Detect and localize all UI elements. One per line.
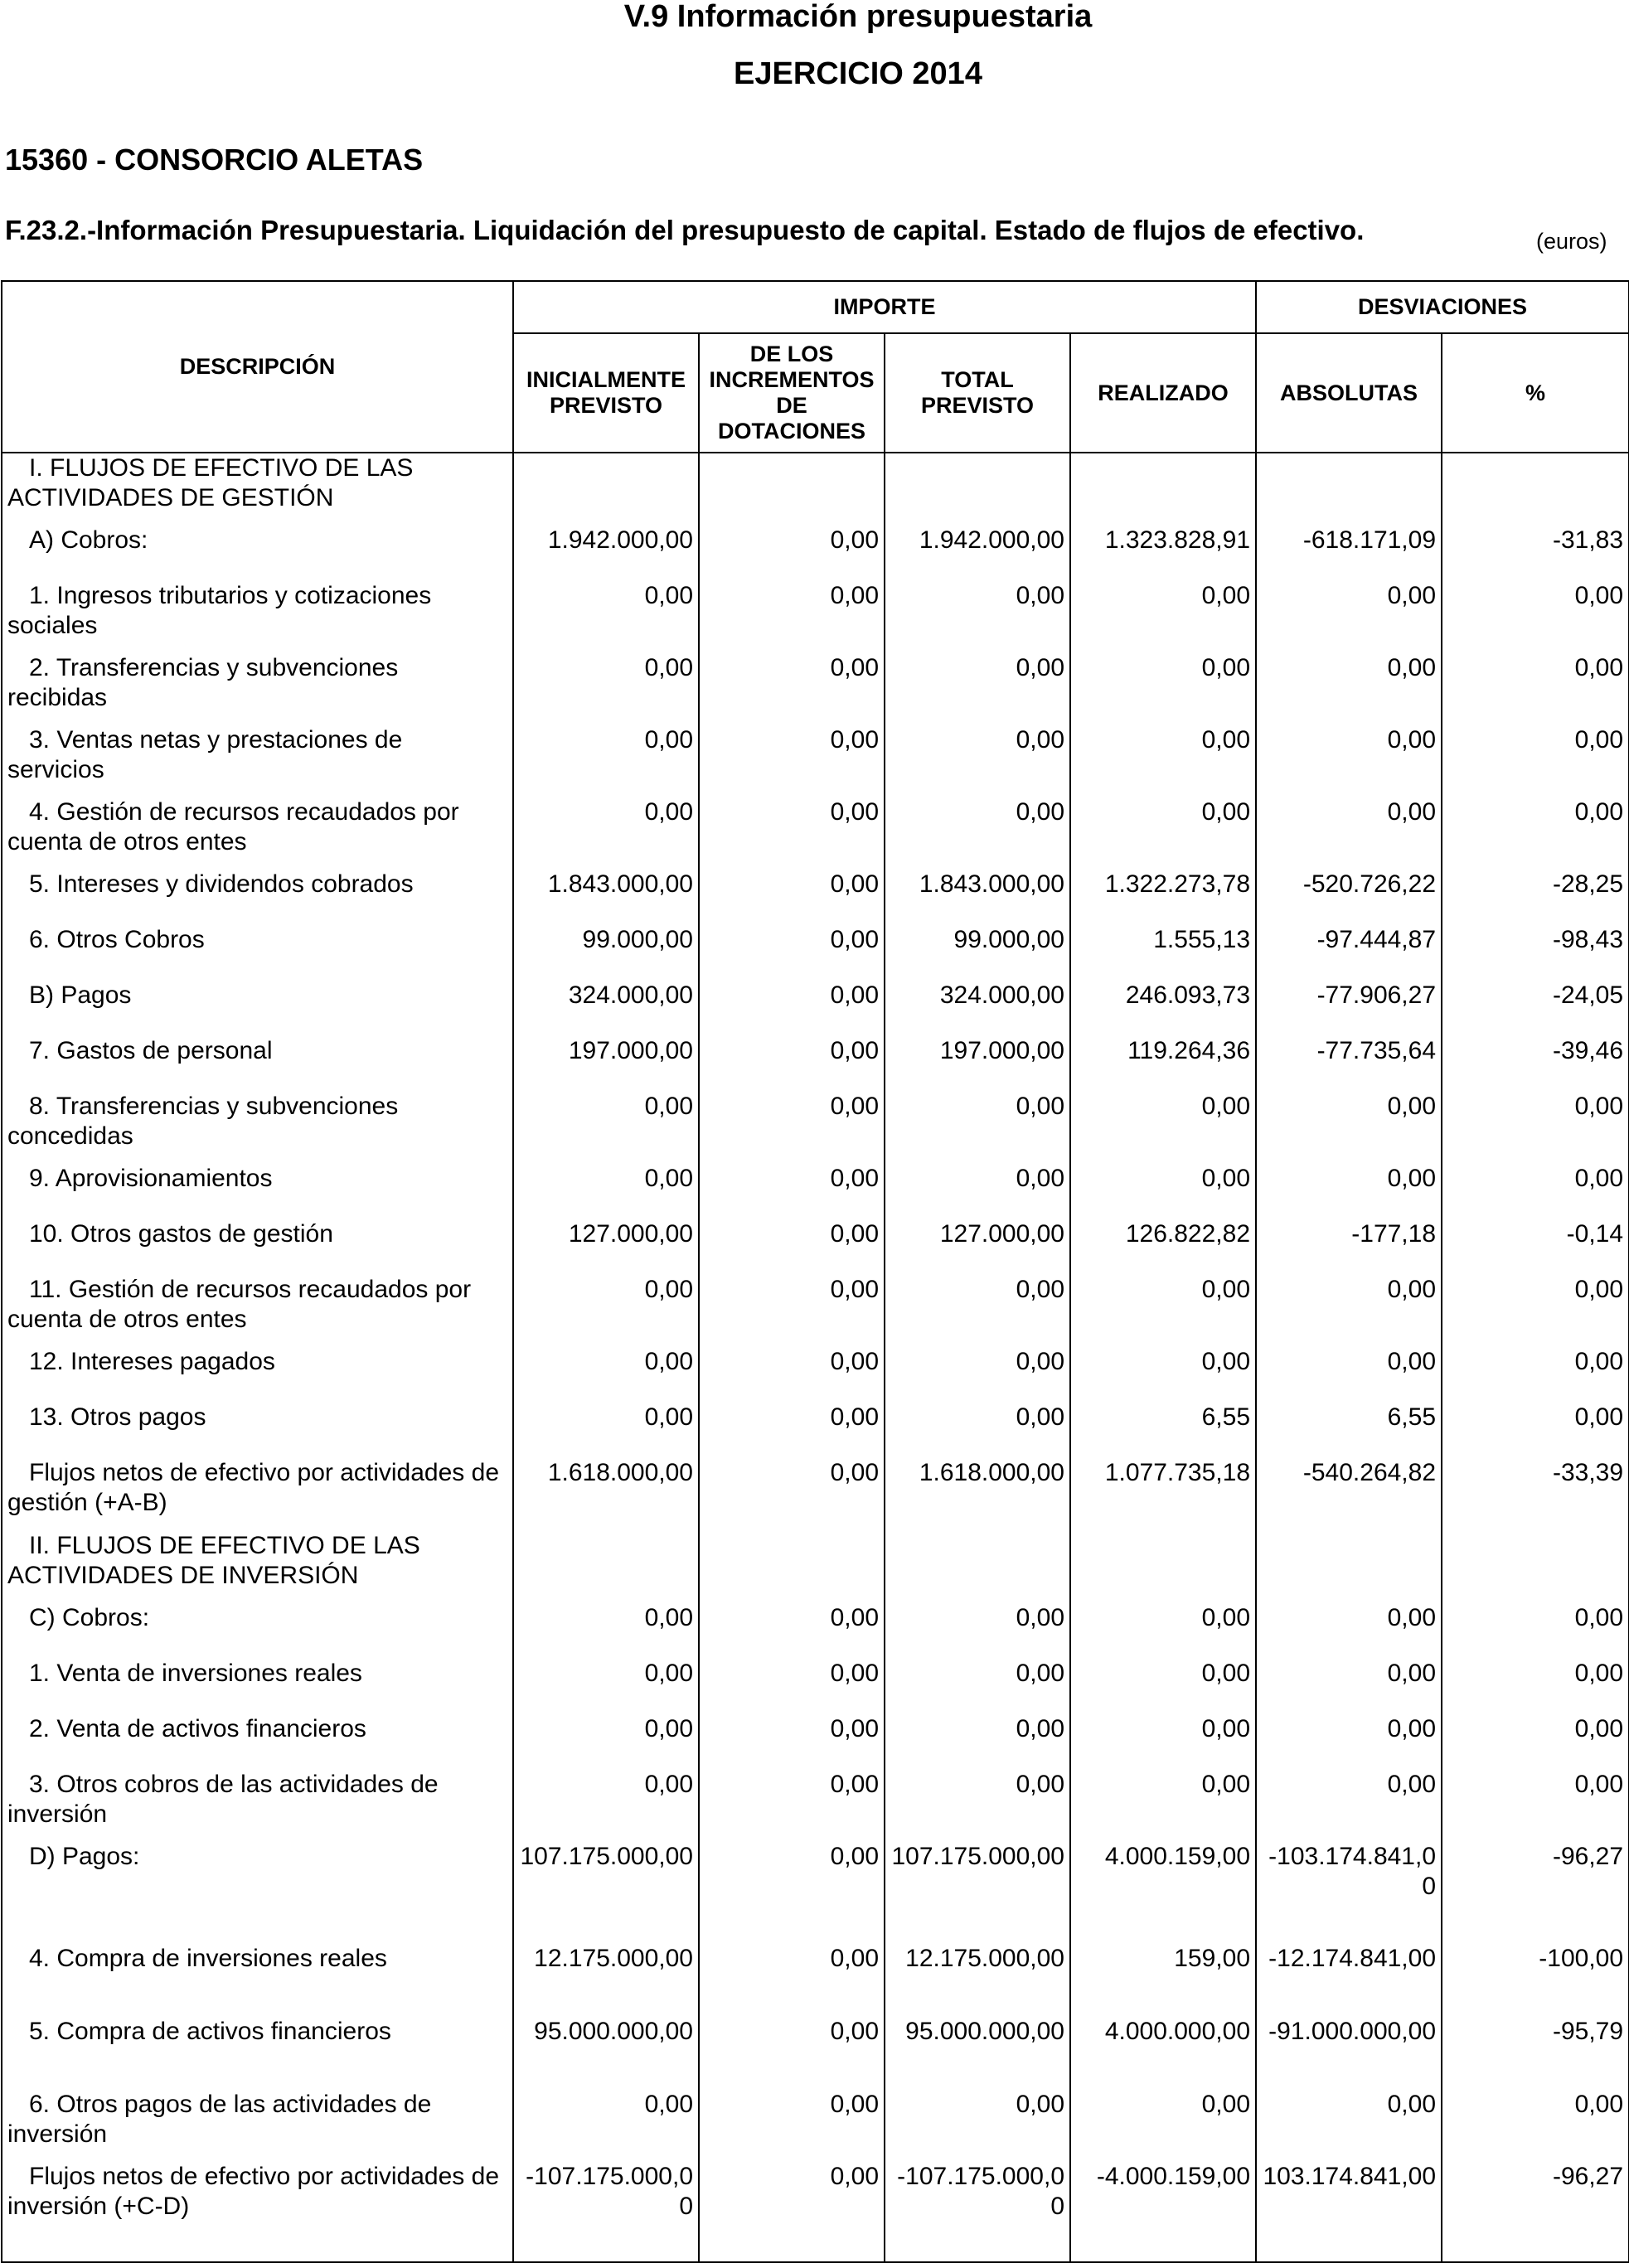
cell-porcentaje: 0,00 — [1442, 2090, 1629, 2162]
cell-total-previsto: 95.000.000,00 — [885, 2017, 1070, 2090]
cell-total-previsto: 107.175.000,00 — [885, 1842, 1070, 1944]
table-row — [2, 1219, 1629, 1275]
cell-absolutas: 0,00 — [1256, 653, 1442, 725]
cell-incrementos: 0,00 — [699, 1842, 885, 1944]
cell-porcentaje: -96,27 — [1442, 2162, 1629, 2262]
cell-total-previsto: 0,00 — [885, 1164, 1070, 1219]
row-description: A) Cobros: — [2, 526, 513, 581]
row-description: 10. Otros gastos de gestión — [2, 1219, 513, 1275]
row-description: Flujos netos de efectivo por actividades de gestión (+A-B) — [2, 1458, 513, 1531]
cell-incrementos: 0,00 — [699, 1164, 885, 1219]
cell-incrementos: 0,00 — [699, 2017, 885, 2090]
cell-realizado: 0,00 — [1070, 725, 1256, 797]
cell-total-previsto: 99.000,00 — [885, 925, 1070, 981]
cell-absolutas: 0,00 — [1256, 1714, 1442, 1770]
table-row — [2, 1458, 1629, 1531]
table-row — [2, 870, 1629, 925]
cell-inicialmente-previsto: 0,00 — [513, 1603, 699, 1659]
row-description: 2. Venta de activos financieros — [2, 1714, 513, 1770]
cell-realizado: 0,00 — [1070, 1092, 1256, 1164]
cell-porcentaje: 0,00 — [1442, 1770, 1629, 1842]
cell-inicialmente-previsto: 1.843.000,00 — [513, 870, 699, 925]
table-row — [2, 1092, 1629, 1164]
cell-incrementos: 0,00 — [699, 1275, 885, 1347]
cell-inicialmente-previsto: 127.000,00 — [513, 1219, 699, 1275]
row-description: 6. Otros Cobros — [2, 925, 513, 981]
cell-total-previsto: 1.618.000,00 — [885, 1458, 1070, 1531]
cell-absolutas: 0,00 — [1256, 797, 1442, 870]
col-header-inicialmente-previsto: INICIALMENTE PREVISTO — [513, 333, 699, 453]
table-row — [2, 1603, 1629, 1659]
cell-realizado: 0,00 — [1070, 797, 1256, 870]
cell-absolutas: 0,00 — [1256, 1347, 1442, 1403]
row-description: II. FLUJOS DE EFECTIVO DE LAS ACTIVIDADES DE INVERSIÓN — [2, 1531, 513, 1603]
table-body — [2, 453, 1629, 2262]
table-row — [2, 581, 1629, 653]
cell-inicialmente-previsto: 0,00 — [513, 2090, 699, 2162]
cell-realizado: 0,00 — [1070, 2090, 1256, 2162]
row-description: C) Cobros: — [2, 1603, 513, 1659]
cell-inicialmente-previsto: 197.000,00 — [513, 1036, 699, 1092]
table-row — [2, 2017, 1629, 2090]
cell-total-previsto: 0,00 — [885, 1603, 1070, 1659]
cell-total-previsto: 0,00 — [885, 1770, 1070, 1842]
cell-incrementos: 0,00 — [699, 526, 885, 581]
entity-name: 15360 - CONSORCIO ALETAS — [5, 143, 424, 177]
row-description: 4. Compra de inversiones reales — [2, 1944, 513, 2017]
cell-absolutas: -540.264,82 — [1256, 1458, 1442, 1531]
cell-inicialmente-previsto: -107.175.000,00 — [513, 2162, 699, 2262]
cell-absolutas: 6,55 — [1256, 1403, 1442, 1458]
cell-total-previsto: 0,00 — [885, 1403, 1070, 1458]
cell-inicialmente-previsto: 99.000,00 — [513, 925, 699, 981]
table-header — [2, 281, 1629, 453]
cell-incrementos: 0,00 — [699, 925, 885, 981]
row-description: 6. Otros pagos de las actividades de inversión — [2, 2090, 513, 2162]
cell-incrementos: 0,00 — [699, 1944, 885, 2017]
cell-total-previsto: 1.843.000,00 — [885, 870, 1070, 925]
cell-incrementos: 0,00 — [699, 725, 885, 797]
row-description: 5. Intereses y dividendos cobrados — [2, 870, 513, 925]
cell-absolutas: 0,00 — [1256, 1092, 1442, 1164]
cell-realizado: -4.000.159,00 — [1070, 2162, 1256, 2262]
row-description: 3. Ventas netas y prestaciones de servicios — [2, 725, 513, 797]
cell-inicialmente-previsto: 324.000,00 — [513, 981, 699, 1036]
cell-incrementos: 0,00 — [699, 1092, 885, 1164]
table-row — [2, 1944, 1629, 2017]
cell-realizado: 1.323.828,91 — [1070, 526, 1256, 581]
cell-porcentaje: 0,00 — [1442, 1714, 1629, 1770]
cell-realizado: 0,00 — [1070, 1275, 1256, 1347]
cell-incrementos: 0,00 — [699, 653, 885, 725]
cell-absolutas: -177,18 — [1256, 1219, 1442, 1275]
cell-absolutas: -12.174.841,00 — [1256, 1944, 1442, 2017]
cell-inicialmente-previsto: 0,00 — [513, 1275, 699, 1347]
cell-inicialmente-previsto: 0,00 — [513, 1770, 699, 1842]
cell-absolutas: 0,00 — [1256, 1770, 1442, 1842]
cell-realizado: 0,00 — [1070, 1659, 1256, 1714]
cell-incrementos: 0,00 — [699, 1036, 885, 1092]
col-header-realizado: REALIZADO — [1070, 333, 1256, 453]
row-description: 13. Otros pagos — [2, 1403, 513, 1458]
cell-total-previsto: 1.942.000,00 — [885, 526, 1070, 581]
cell-realizado: 246.093,73 — [1070, 981, 1256, 1036]
table-row — [2, 1036, 1629, 1092]
cell-total-previsto: 127.000,00 — [885, 1219, 1070, 1275]
cell-porcentaje: 0,00 — [1442, 725, 1629, 797]
cell-porcentaje: 0,00 — [1442, 581, 1629, 653]
cell-inicialmente-previsto — [513, 453, 699, 526]
cell-total-previsto: 0,00 — [885, 725, 1070, 797]
cell-absolutas: 0,00 — [1256, 2090, 1442, 2162]
cell-inicialmente-previsto: 1.618.000,00 — [513, 1458, 699, 1531]
cell-inicialmente-previsto: 0,00 — [513, 1403, 699, 1458]
cell-realizado: 0,00 — [1070, 1347, 1256, 1403]
cell-realizado: 0,00 — [1070, 1164, 1256, 1219]
group-header-desviaciones: DESVIACIONES — [1256, 281, 1629, 333]
table-row — [2, 981, 1629, 1036]
row-description: 7. Gastos de personal — [2, 1036, 513, 1092]
cell-porcentaje: -0,14 — [1442, 1219, 1629, 1275]
row-description: B) Pagos — [2, 981, 513, 1036]
cell-total-previsto: 0,00 — [885, 797, 1070, 870]
cell-realizado — [1070, 453, 1256, 526]
cell-realizado: 126.822,82 — [1070, 1219, 1256, 1275]
cell-porcentaje: 0,00 — [1442, 1659, 1629, 1714]
cell-total-previsto: 0,00 — [885, 1092, 1070, 1164]
cell-absolutas: -618.171,09 — [1256, 526, 1442, 581]
cell-porcentaje: -96,27 — [1442, 1842, 1629, 1944]
cell-porcentaje: -95,79 — [1442, 2017, 1629, 2090]
cell-realizado: 4.000.159,00 — [1070, 1842, 1256, 1944]
cell-total-previsto: 0,00 — [885, 2090, 1070, 2162]
cell-absolutas: 0,00 — [1256, 1603, 1442, 1659]
cash-flow-table — [1, 280, 1629, 2263]
cell-inicialmente-previsto: 0,00 — [513, 797, 699, 870]
row-description: I. FLUJOS DE EFECTIVO DE LAS ACTIVIDADES DE GESTIÓN — [2, 453, 513, 526]
cell-absolutas — [1256, 1531, 1442, 1603]
cell-incrementos: 0,00 — [699, 1403, 885, 1458]
cell-porcentaje — [1442, 453, 1629, 526]
cell-inicialmente-previsto: 107.175.000,00 — [513, 1842, 699, 1944]
cell-inicialmente-previsto — [513, 1531, 699, 1603]
cell-inicialmente-previsto: 95.000.000,00 — [513, 2017, 699, 2090]
report-title: V.9 Información presupuestaria — [623, 0, 1093, 34]
cell-realizado: 0,00 — [1070, 1714, 1256, 1770]
cell-total-previsto: 0,00 — [885, 653, 1070, 725]
fiscal-year-title: EJERCICIO 2014 — [734, 56, 982, 91]
cell-incrementos: 0,00 — [699, 2090, 885, 2162]
cell-absolutas — [1256, 453, 1442, 526]
table-row — [2, 797, 1629, 870]
cell-total-previsto: 0,00 — [885, 1275, 1070, 1347]
cell-porcentaje — [1442, 1531, 1629, 1603]
cell-porcentaje: 0,00 — [1442, 1164, 1629, 1219]
cell-incrementos: 0,00 — [699, 1659, 885, 1714]
cell-porcentaje: -33,39 — [1442, 1458, 1629, 1531]
row-description: 5. Compra de activos financieros — [2, 2017, 513, 2090]
row-description: 3. Otros cobros de las actividades de inversión — [2, 1770, 513, 1842]
cell-absolutas: 0,00 — [1256, 1275, 1442, 1347]
row-description: 1. Venta de inversiones reales — [2, 1659, 513, 1714]
row-description: 4. Gestión de recursos recaudados por cuenta de otros entes — [2, 797, 513, 870]
row-description: 12. Intereses pagados — [2, 1347, 513, 1403]
cell-absolutas: -103.174.841,00 — [1256, 1842, 1442, 1944]
cell-inicialmente-previsto: 0,00 — [513, 581, 699, 653]
cell-incrementos — [699, 453, 885, 526]
table-row — [2, 526, 1629, 581]
cell-absolutas: -77.906,27 — [1256, 981, 1442, 1036]
table-row — [2, 1403, 1629, 1458]
cell-incrementos — [699, 1531, 885, 1603]
cell-incrementos: 0,00 — [699, 1770, 885, 1842]
cell-total-previsto: 197.000,00 — [885, 1036, 1070, 1092]
table-row — [2, 1275, 1629, 1347]
table-row — [2, 1770, 1629, 1842]
cell-incrementos: 0,00 — [699, 1603, 885, 1659]
cell-porcentaje: -98,43 — [1442, 925, 1629, 981]
cell-porcentaje: -39,46 — [1442, 1036, 1629, 1092]
cell-porcentaje: -31,83 — [1442, 526, 1629, 581]
cell-absolutas: -77.735,64 — [1256, 1036, 1442, 1092]
table-row — [2, 2090, 1629, 2162]
table-row — [2, 2162, 1629, 2262]
table-row — [2, 925, 1629, 981]
cell-realizado: 1.322.273,78 — [1070, 870, 1256, 925]
cell-porcentaje: 0,00 — [1442, 1603, 1629, 1659]
cell-absolutas: -97.444,87 — [1256, 925, 1442, 981]
cell-absolutas: 0,00 — [1256, 1164, 1442, 1219]
table-row — [2, 653, 1629, 725]
cell-realizado: 159,00 — [1070, 1944, 1256, 2017]
row-description: 11. Gestión de recursos recaudados por cuenta de otros entes — [2, 1275, 513, 1347]
cell-porcentaje: 0,00 — [1442, 1403, 1629, 1458]
cell-realizado: 1.555,13 — [1070, 925, 1256, 981]
cell-incrementos: 0,00 — [699, 1219, 885, 1275]
cell-porcentaje: 0,00 — [1442, 1092, 1629, 1164]
cell-realizado: 119.264,36 — [1070, 1036, 1256, 1092]
table-row — [2, 1659, 1629, 1714]
table-row — [2, 1714, 1629, 1770]
cell-incrementos: 0,00 — [699, 1458, 885, 1531]
cell-inicialmente-previsto: 1.942.000,00 — [513, 526, 699, 581]
cell-inicialmente-previsto: 12.175.000,00 — [513, 1944, 699, 2017]
table-row — [2, 725, 1629, 797]
cell-incrementos: 0,00 — [699, 797, 885, 870]
cell-inicialmente-previsto: 0,00 — [513, 725, 699, 797]
col-header-porcentaje: % — [1442, 333, 1629, 453]
cell-absolutas: 103.174.841,00 — [1256, 2162, 1442, 2262]
row-description: 9. Aprovisionamientos — [2, 1164, 513, 1219]
cell-incrementos: 0,00 — [699, 981, 885, 1036]
cell-total-previsto: 0,00 — [885, 581, 1070, 653]
row-description: 8. Transferencias y subvenciones concedidas — [2, 1092, 513, 1164]
row-description: 1. Ingresos tributarios y cotizaciones sociales — [2, 581, 513, 653]
cell-incrementos: 0,00 — [699, 1714, 885, 1770]
cell-inicialmente-previsto: 0,00 — [513, 1659, 699, 1714]
col-header-incrementos: DE LOS INCREMENTOS DE DOTACIONES — [699, 333, 885, 453]
row-description: Flujos netos de efectivo por actividades de inversión (+C-D) — [2, 2162, 513, 2262]
cell-porcentaje: -100,00 — [1442, 1944, 1629, 2017]
cell-total-previsto: 0,00 — [885, 1347, 1070, 1403]
cell-realizado — [1070, 1531, 1256, 1603]
cell-porcentaje: 0,00 — [1442, 1347, 1629, 1403]
cell-total-previsto: 324.000,00 — [885, 981, 1070, 1036]
row-description: D) Pagos: — [2, 1842, 513, 1944]
row-description: 2. Transferencias y subvenciones recibidas — [2, 653, 513, 725]
cell-inicialmente-previsto: 0,00 — [513, 1164, 699, 1219]
cell-absolutas: 0,00 — [1256, 581, 1442, 653]
currency-units: (euros) — [1536, 229, 1607, 254]
table-row — [2, 453, 1629, 526]
col-header-descripcion: DESCRIPCIÓN — [2, 281, 513, 453]
cell-porcentaje: 0,00 — [1442, 797, 1629, 870]
cell-incrementos: 0,00 — [699, 1347, 885, 1403]
cell-total-previsto: 0,00 — [885, 1659, 1070, 1714]
table-row — [2, 1347, 1629, 1403]
form-title: F.23.2.-Información Presupuestaria. Liquidación del presupuesto de capital. Estado de flujos de efectivo. — [5, 215, 1365, 245]
cell-porcentaje: -28,25 — [1442, 870, 1629, 925]
cell-realizado: 0,00 — [1070, 1770, 1256, 1842]
group-header-importe: IMPORTE — [513, 281, 1256, 333]
cell-porcentaje: -24,05 — [1442, 981, 1629, 1036]
cell-incrementos: 0,00 — [699, 2162, 885, 2262]
cell-inicialmente-previsto: 0,00 — [513, 1092, 699, 1164]
cell-realizado: 0,00 — [1070, 581, 1256, 653]
cell-absolutas: 0,00 — [1256, 725, 1442, 797]
cell-porcentaje: 0,00 — [1442, 1275, 1629, 1347]
cell-total-previsto: 0,00 — [885, 1714, 1070, 1770]
cell-inicialmente-previsto: 0,00 — [513, 653, 699, 725]
table-row — [2, 1842, 1629, 1944]
table-row — [2, 1164, 1629, 1219]
cell-realizado: 1.077.735,18 — [1070, 1458, 1256, 1531]
cell-inicialmente-previsto: 0,00 — [513, 1714, 699, 1770]
cell-absolutas: -91.000.000,00 — [1256, 2017, 1442, 2090]
cell-absolutas: -520.726,22 — [1256, 870, 1442, 925]
cell-total-previsto: -107.175.000,00 — [885, 2162, 1070, 2262]
col-header-absolutas: ABSOLUTAS — [1256, 333, 1442, 453]
cell-total-previsto — [885, 1531, 1070, 1603]
cell-realizado: 6,55 — [1070, 1403, 1256, 1458]
table-row — [2, 1531, 1629, 1603]
col-header-total-previsto: TOTAL PREVISTO — [885, 333, 1070, 453]
cell-realizado: 0,00 — [1070, 1603, 1256, 1659]
cell-realizado: 4.000.000,00 — [1070, 2017, 1256, 2090]
cell-total-previsto: 12.175.000,00 — [885, 1944, 1070, 2017]
cell-porcentaje: 0,00 — [1442, 653, 1629, 725]
cell-total-previsto — [885, 453, 1070, 526]
cell-absolutas: 0,00 — [1256, 1659, 1442, 1714]
cell-incrementos: 0,00 — [699, 870, 885, 925]
cell-realizado: 0,00 — [1070, 653, 1256, 725]
cell-incrementos: 0,00 — [699, 581, 885, 653]
cell-inicialmente-previsto: 0,00 — [513, 1347, 699, 1403]
